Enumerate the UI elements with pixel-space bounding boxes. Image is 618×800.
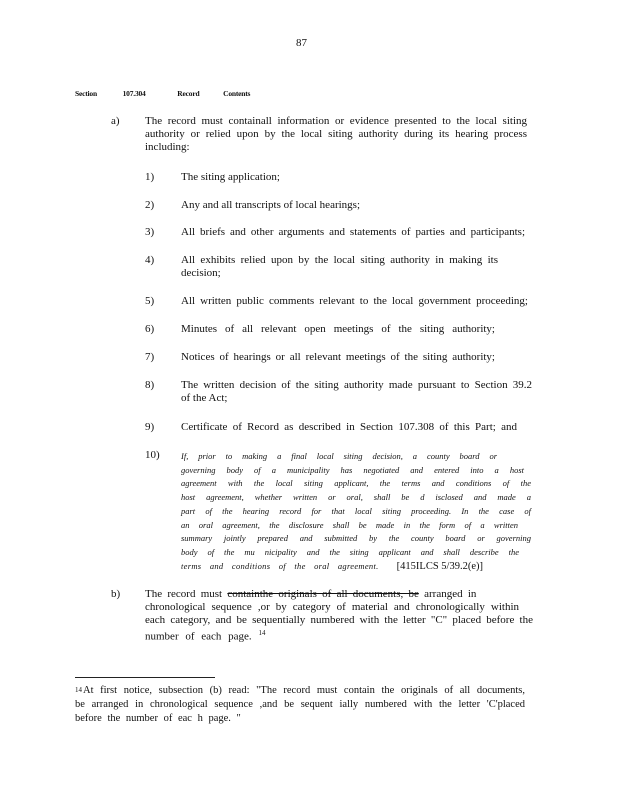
subsection-a-line: including: [145,141,190,153]
item-text: Notices of hearings or all relevant meetings of the siting authority; [181,351,495,363]
statutory-text [181,450,531,573]
subsection-b-line: each category, and be sequentially numbered with the letter "C" placed before the [145,614,533,626]
item-text: All briefs and other arguments and statements of parties and participants; [181,226,525,238]
subsection-b-text-part: number of each page. [145,630,252,643]
item-text: All written public comments relevant to the local government proceeding; [181,295,528,307]
item-number: 5) [145,295,155,307]
item-number: 8) [145,379,155,391]
item-number: 9) [145,421,155,433]
subsection-b-text-part: The record must [145,588,228,600]
footnote [75,684,525,725]
subsection-b-label: b) [111,588,121,600]
statutory-line: summary jointly prepared and submitted by the county board or governing [181,533,531,544]
statutory-line: terms and conditions of the oral agreement. [181,560,379,571]
item-number: 4) [145,254,155,266]
footnote-reference: 14 [258,629,266,637]
item-text [181,379,532,405]
subsection-a-line: The record must containall information or evidence presented to the local siting [145,115,527,127]
statutory-line: body of the mu nicipality and the siting applicant and shall describe the [181,546,519,557]
statutory-line: part of the hearing record for that local siting proceeding. In the case of [181,505,531,516]
page-number: 87 [296,37,307,49]
item-text: Any and all transcripts of local hearings; [181,199,361,211]
subsection-a-text [145,115,527,154]
statutory-line: an oral agreement, the disclosure shall be made in the form of a written [181,519,518,530]
statutory-line: agreement with the local siting applicant, the terms and conditions of the [181,478,531,489]
subsection-b-text [145,588,533,644]
item-number: 6) [145,323,155,335]
section-label: Section [75,89,97,98]
footnote-text: At first notice, subsection (b) read: "The record must contain the originals of all documents, [83,685,525,696]
subsection-a-label: a) [111,115,120,127]
footnote-line: be arranged in chronological sequence ,and be sequent ially numbered with the letter 'C'placed [75,698,525,710]
subsection-a-line: authority or relied upon by the local siting authority during its hearing process [145,128,527,140]
item-number: 2) [145,199,155,211]
subsection-b-line [145,588,475,601]
statutory-line: governing body of a municipality has negotiated and entered into a host [181,464,524,475]
item-text-line: All exhibits relied upon by the local siting authority in making its [181,254,498,266]
item-text-line: of the Act; [181,392,228,404]
item-text-line: decision; [181,267,221,279]
struck-text: containthe originals of all documents, be [227,588,419,600]
subsection-b-line [145,627,533,644]
statutory-last-line [181,560,483,574]
footnote-marker: 14 [75,686,82,694]
section-title-word-2: Contents [223,89,251,98]
item-text: The siting application; [181,171,280,183]
item-text: Minutes of all relevant open meetings of the siting authority; [181,323,495,335]
section-heading [75,89,250,98]
footnote-line [75,684,525,698]
subsection-b-line: chronological sequence ,or by category of material and chronologically within [145,601,519,613]
section-number: 107.304 [122,89,146,98]
item-number: 10) [145,449,160,461]
section-title-word-1: Record [177,89,200,98]
statutory-line: If, prior to making a final local siting decision, a county board or [181,451,497,461]
item-number: 3) [145,226,155,238]
subsection-b-text-part: arranged in [418,588,477,600]
item-number: 1) [145,171,155,183]
footnote-line: before the number of eac h page. " [75,712,241,724]
item-number: 7) [145,351,155,363]
statute-citation: [415ILCS 5/39.2(e)] [396,560,483,572]
statutory-line: host agreement, whether written or oral, shall be d isclosed and made a [181,492,531,503]
item-text [181,254,498,280]
item-text: Certificate of Record as described in Section 107.308 of this Part; and [181,421,517,433]
item-text-line: The written decision of the siting authority made pursuant to Section 39.2 [181,379,532,391]
footnote-divider [75,677,215,678]
